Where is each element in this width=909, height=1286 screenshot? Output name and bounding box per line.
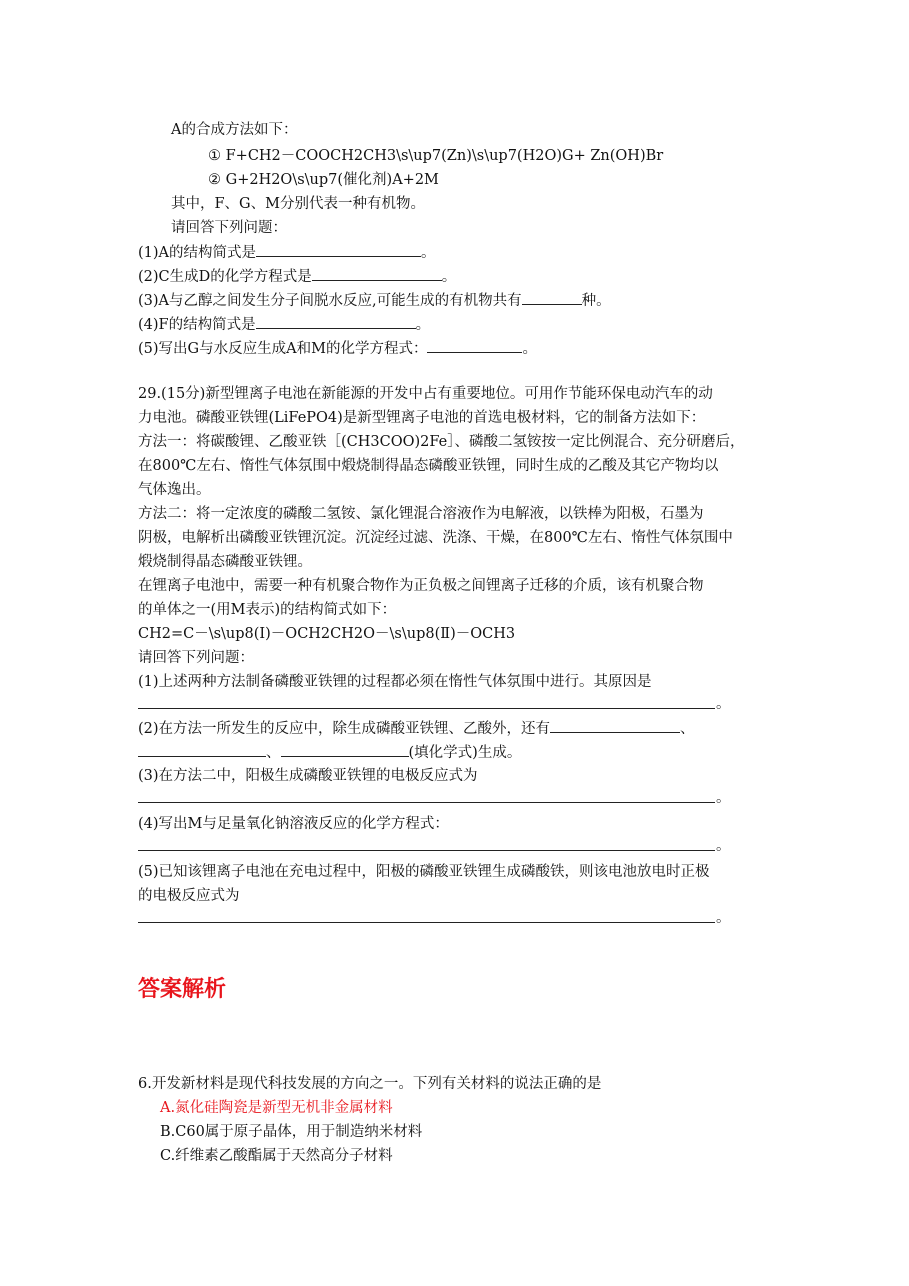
q29-line-7: 阴极，电解析出磷酸亚铁锂沉淀。沉淀经过滤、洗涤、干燥，在800℃左右、惰性气体氛围中 <box>138 530 733 546</box>
q29-sub-5-cont: 的电极反应式为 <box>138 888 240 904</box>
answer-blank[interactable] <box>138 742 266 757</box>
answer-blank[interactable] <box>256 242 421 257</box>
question-2-end: 。 <box>441 269 457 285</box>
synthesis-step-2: ② G+2H2O\s\up7(催化剂)A+2M <box>208 172 439 188</box>
question-1 <box>138 242 436 263</box>
q29-line-6: 方法二：将一定浓度的磷酸二氢铵、氯化锂混合溶液作为电解液，以铁棒为阳极，石墨为 <box>138 506 704 522</box>
question-4 <box>138 314 430 335</box>
question-3 <box>138 290 611 311</box>
q29-sub-2-text: (2)在方法一所发生的反应中，除生成磷酸亚铁锂、乙酸外，还有 <box>138 721 551 737</box>
period: 。 <box>716 696 731 712</box>
answer-line-3[interactable] <box>138 802 715 803</box>
answer-blank[interactable] <box>550 718 680 733</box>
q29-line-8: 煅烧制得晶态磷酸亚铁锂。 <box>138 554 312 570</box>
q29-sub-5: (5)已知该锂离子电池在充电过程中，阳极的磷酸亚铁锂生成磷酸铁，则该电池放电时正极 <box>138 864 710 880</box>
answer-blank[interactable] <box>256 314 416 329</box>
separator: 、 <box>266 745 281 761</box>
answer-line-5[interactable] <box>138 922 715 923</box>
period: 。 <box>716 838 731 854</box>
question-1-end: 。 <box>421 245 436 261</box>
option-a-correct: A.氮化硅陶瓷是新型无机非金属材料 <box>160 1100 393 1116</box>
question-5-text: (5)写出G与水反应生成A和M的化学方程式： <box>138 341 428 357</box>
question-3-text: (3)A与乙醇之间发生分子间脱水反应,可能生成的有机物共有 <box>138 293 522 309</box>
q29-line-3: 方法一：将碳酸锂、乙酸亚铁［(CH3COO)2Fe］、磷酸二氢铵按一定比例混合、充分研磨后， <box>138 434 745 450</box>
synthesis-intro: A的合成方法如下： <box>171 122 298 138</box>
answer-blank[interactable] <box>522 290 582 305</box>
q29-sub-1: (1)上述两种方法制备磷酸亚铁锂的过程都必须在惰性气体氛围中进行。其原因是 <box>138 674 652 690</box>
q29-line-9: 在锂离子电池中，需要一种有机聚合物作为正负极之间锂离子迁移的介质，该有机聚合物 <box>138 578 704 594</box>
period: 。 <box>716 910 731 926</box>
answer-blank[interactable] <box>281 742 409 757</box>
question-5 <box>138 338 537 359</box>
synthesis-note: 其中，F、G、M分别代表一种有机物。 <box>171 196 425 212</box>
q29-sub-4: (4)写出M与足量氧化钠溶液反应的化学方程式： <box>138 816 449 832</box>
q29-sub-2-end: (填化学式)生成。 <box>408 745 522 761</box>
q29-line-1: 29.(15分)新型锂离子电池在新能源的开发中占有重要地位。可用作节能环保电动汽车的动 <box>138 386 713 402</box>
answer-blank[interactable] <box>427 338 522 353</box>
question-2-text: (2)C生成D的化学方程式是 <box>138 269 312 285</box>
option-b: B.C60属于原子晶体，用于制造纳米材料 <box>160 1124 423 1140</box>
synthesis-prompt: 请回答下列问题： <box>171 220 287 236</box>
question-3-end: 种。 <box>581 293 611 309</box>
answer-line-1[interactable] <box>138 708 715 709</box>
question-1-text: (1)A的结构简式是 <box>138 245 257 261</box>
q6-stem: 6.开发新材料是现代科技发展的方向之一。下列有关材料的说法正确的是 <box>138 1076 602 1092</box>
q29-sub-2 <box>138 718 695 739</box>
question-5-end: 。 <box>522 341 537 357</box>
period: 。 <box>716 790 731 806</box>
question-4-end: 。 <box>415 317 431 333</box>
answers-heading: 答案解析 <box>138 977 227 1002</box>
question-2 <box>138 266 456 287</box>
q29-line-2: 力电池。磷酸亚铁锂(LiFePO4)是新型锂离子电池的首选电极材料，它的制备方法如下： <box>138 410 706 426</box>
q29-line-5: 气体逸出。 <box>138 482 211 498</box>
answer-line-4[interactable] <box>138 850 715 851</box>
monomer-formula: CH2=C－\s\up8(Ⅰ)－OCH2CH2O－\s\up8(Ⅱ)－OCH3 <box>138 626 516 642</box>
q29-sub-2-cont <box>138 742 521 763</box>
q29-prompt: 请回答下列问题： <box>138 650 254 666</box>
question-4-text: (4)F的结构简式是 <box>138 317 256 333</box>
option-c: C.纤维素乙酸酯属于天然高分子材料 <box>160 1148 393 1164</box>
q29-sub-3: (3)在方法二中，阳极生成磷酸亚铁锂的电极反应式为 <box>138 768 478 784</box>
synthesis-step-1: ① F+CH2－COOCH2CH3\s\up7(Zn)\s\up7(H2O)G+ Zn(OH)Br <box>208 148 664 164</box>
answer-blank[interactable] <box>312 266 442 281</box>
q29-line-10: 的单体之一(用M表示)的结构简式如下： <box>138 602 397 618</box>
separator: 、 <box>680 721 695 737</box>
q29-line-4: 在800℃左右、惰性气体氛围中煅烧制得晶态磷酸亚铁锂，同时生成的乙酸及其它产物均以 <box>138 458 719 474</box>
